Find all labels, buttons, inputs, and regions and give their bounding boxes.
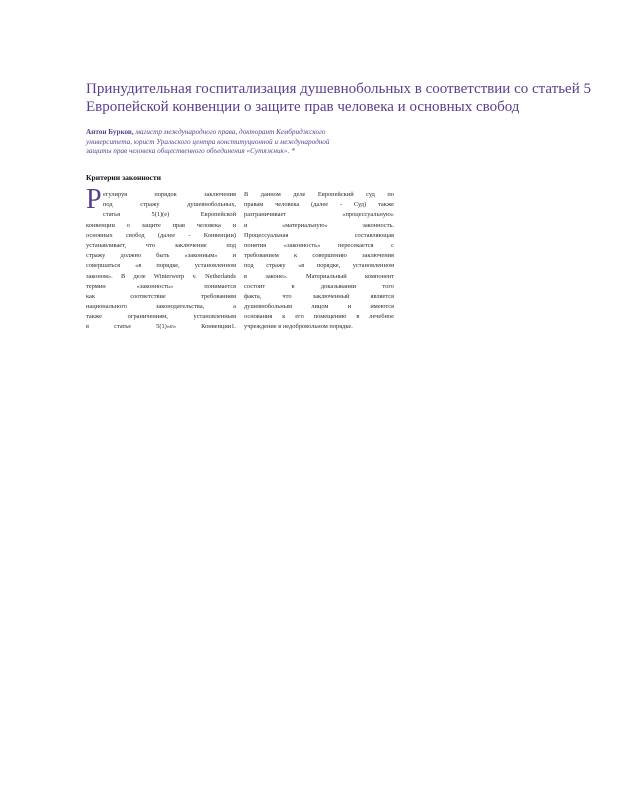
- text-line: устанавливает, что заключение под: [86, 241, 236, 249]
- text-line: в законе». Материальный компонент: [244, 272, 394, 280]
- text-line: конвенции о защите прав человека и: [86, 221, 236, 229]
- article-title: [86, 80, 591, 116]
- right-column: [244, 190, 394, 333]
- text-line: статья 5(1)(е) Европейской: [103, 211, 236, 219]
- text-line: законом». В деле Winterwerp v. Netherlands: [86, 272, 236, 280]
- text-line: состоит в доказывании того: [244, 282, 394, 290]
- text-line: основания к его помещению в лечебное: [244, 313, 394, 321]
- text-line: стражу должно быть «законным» и: [86, 252, 236, 260]
- text-line: как соответствие требованиям: [86, 292, 236, 300]
- text-line: под стражу душевнобольных,: [103, 201, 236, 209]
- author-name: Антон Бурков,: [86, 128, 134, 136]
- text-line: требованием к совершению заключения: [244, 252, 394, 260]
- text-line: также ограничениям, установленным: [86, 313, 236, 321]
- text-line: совершаться «в порядке, установленном: [86, 262, 236, 270]
- text-line: Процессуальная составляющая: [244, 231, 394, 239]
- text-line: факта, что заключенный является: [244, 292, 394, 300]
- text-line: в статье 5(1)«е» Конвенции1.: [86, 323, 236, 331]
- author-line: защиты прав человека общественного объединения «Сутяжник». *: [86, 147, 295, 156]
- drop-cap: Р: [86, 184, 102, 215]
- author-line: [86, 128, 406, 138]
- text-line: под стражу «в порядке, установленном: [244, 262, 394, 270]
- author-description: магистр международного права, докторант Кембриджского: [133, 128, 326, 136]
- section-heading: Критерии законности: [86, 173, 162, 182]
- text-line: учреждение в недобровольном порядке.: [244, 323, 353, 331]
- left-column: [86, 184, 236, 333]
- text-line: понятия «законность» пересекается с: [244, 241, 394, 249]
- text-line: и «материальную» законность.: [244, 221, 394, 229]
- text-line: В данном деле Европейский суд по: [244, 191, 394, 198]
- author-info: [86, 128, 406, 157]
- article-title-line: Европейской конвенции о защите прав человека и основных свобод: [86, 99, 520, 115]
- author-line: университета, юрист Уральского центра конституционной и международной: [86, 137, 330, 146]
- text-line: егулируя порядок заключения: [103, 191, 236, 198]
- text-line: национального законодательства, а: [86, 303, 236, 311]
- article-title-line: Принудительная госпитализация душевнобольных в соответствии со статьей 5: [86, 81, 591, 97]
- text-line: термин «законность» понимается: [86, 282, 236, 290]
- text-line: разграничивает «процессуальную»: [244, 211, 394, 219]
- text-line: основных свобод (далее - Конвенции): [86, 231, 236, 239]
- text-line: душевнобольным лицом и имеются: [244, 303, 394, 311]
- text-line: правам человека (далее - Суд) также: [244, 201, 394, 209]
